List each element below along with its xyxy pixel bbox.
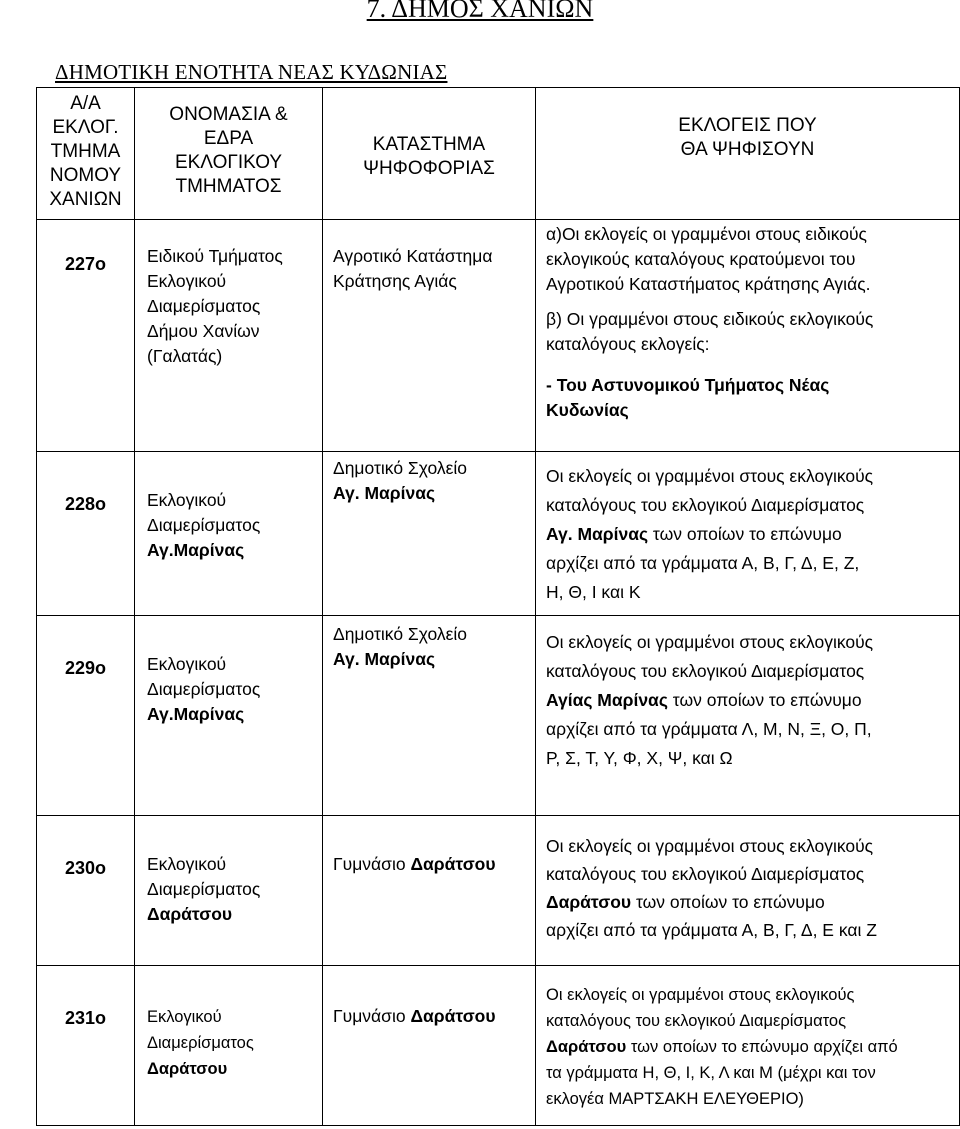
- name-line: Διαμερίσματος: [147, 679, 261, 699]
- voters-line-bold: Αγίας Μαρίνας: [546, 690, 668, 710]
- name-line: Δήμου Χανίων: [147, 321, 260, 341]
- voters-line-rest: των οποίων το επώνυμο: [667, 690, 862, 710]
- voters-line: [546, 888, 953, 916]
- voters-description: [536, 966, 960, 1126]
- table-row: [37, 966, 960, 1126]
- voters-line: εκλογικούς καταλόγους κρατούμενοι του: [546, 249, 856, 269]
- header-line: ΕΚΛΟΓΕΙΣ ΠΟΥ: [678, 115, 817, 136]
- station-bold: Δαράτσου: [410, 854, 496, 874]
- voters-line: εκλογέα ΜΑΡΤΣΑΚΗ ΕΛΕΥΘΕΡΙΟ): [546, 1090, 804, 1108]
- voters-line: [546, 686, 953, 715]
- name-line: Αγ.Μαρίνας: [147, 704, 245, 724]
- voters-line: Η, Θ, Ι και Κ: [546, 582, 641, 602]
- voters-line: καταλόγους του εκλογικού Διαμερίσματος: [546, 495, 865, 515]
- voters-line: καταλόγους εκλογείς:: [546, 334, 710, 354]
- header-voters: [536, 88, 960, 220]
- voters-line: Οι εκλογείς οι γραμμένοι στους εκλογικούς: [546, 836, 874, 856]
- section-name: [135, 616, 323, 816]
- voters-line: [546, 1034, 953, 1060]
- name-line: Εκλογικού: [147, 271, 227, 291]
- document-title: 7. ΔΗΜΟΣ ΧΑΝΙΩΝ: [366, 0, 594, 23]
- station-line: Δημοτικό Σχολείο: [333, 624, 468, 644]
- voters-line: β) Οι γραμμένοι στους ειδικούς εκλογικούς: [546, 309, 874, 329]
- header-polling-station: [323, 88, 536, 220]
- voters-line: καταλόγους του εκλογικού Διαμερίσματος: [546, 864, 865, 884]
- voters-line: Κυδωνίας: [546, 400, 629, 420]
- station-line: Αγ. Μαρίνας: [333, 649, 436, 669]
- polling-station: [323, 966, 536, 1126]
- station-line: [333, 852, 535, 877]
- voters-line-rest: των οποίων το επώνυμο αρχίζει από: [626, 1038, 898, 1056]
- header-line: ΚΑΤΑΣΤΗΜΑ: [372, 133, 486, 155]
- station-line: Αγροτικό Κατάστημα: [333, 246, 493, 266]
- section-name: [135, 452, 323, 616]
- header-section-number: [37, 88, 135, 220]
- voters-line: α)Οι εκλογείς οι γραμμένοι στους ειδικούς: [546, 224, 867, 244]
- voters-line: Αγροτικού Καταστήματος κράτησης Αγιάς.: [546, 274, 871, 294]
- header-section-name: [135, 88, 323, 220]
- voters-line-rest: των οποίων το επώνυμο: [648, 524, 842, 544]
- station-line: Κράτησης Αγιάς: [333, 271, 457, 291]
- voters-line: - Του Αστυνομικού Τμήματος Νέας: [546, 375, 830, 395]
- voters-description: [536, 816, 960, 966]
- polling-station: [323, 452, 536, 616]
- polling-stations-table: [36, 87, 960, 1126]
- voters-line: Οι εκλογείς οι γραμμένοι στους εκλογικούς: [546, 466, 874, 486]
- name-line: Διαμερίσματος: [147, 1034, 254, 1052]
- station-text: Γυμνάσιο: [333, 854, 411, 874]
- name-line: Εκλογικού: [147, 654, 227, 674]
- voters-line: Οι εκλογείς οι γραμμένοι στους εκλογικούς: [546, 632, 874, 652]
- polling-station: [323, 616, 536, 816]
- voters-line: αρχίζει από τα γράμματα Α, Β, Γ, Δ, Ε και Ζ: [546, 920, 877, 940]
- section-number: 231ο: [37, 966, 135, 1126]
- voters-line-bold: Δαράτσου: [546, 1038, 627, 1056]
- name-line: Εκλογικού: [147, 1008, 222, 1026]
- header-line: ΕΚΛΟΓΙΚΟΥ: [174, 152, 283, 173]
- polling-station: [323, 220, 536, 452]
- voters-line: Ρ, Σ, Τ, Υ, Φ, Χ, Ψ, και Ω: [546, 748, 733, 768]
- section-number: 230ο: [37, 816, 135, 966]
- name-line: Αγ.Μαρίνας: [147, 540, 245, 560]
- voters-line: τα γράμματα Η, Θ, Ι, Κ, Λ και Μ (μέχρι και τον: [546, 1064, 876, 1082]
- voters-line-bold: Αγ. Μαρίνας: [546, 524, 649, 544]
- section-number: 228ο: [37, 452, 135, 616]
- header-row: [37, 88, 960, 220]
- name-line: Δαράτσου: [147, 904, 233, 924]
- header-line: ΤΜΗΜΑΤΟΣ: [175, 176, 282, 197]
- section-name: [135, 220, 323, 452]
- station-line: [333, 1004, 535, 1029]
- name-line: Διαμερίσματος: [147, 515, 261, 535]
- header-line: ΕΔΡΑ: [203, 128, 254, 149]
- header-line: ΨΗΦΟΦΟΡΙΑΣ: [363, 157, 495, 179]
- table-row: [37, 452, 960, 616]
- voters-line: Οι εκλογείς οι γραμμένοι στους εκλογικούς: [546, 986, 855, 1004]
- name-line: Ειδικού Τμήματος: [147, 246, 283, 266]
- voters-description: [536, 220, 960, 452]
- voters-line-bold: Δαράτσου: [546, 892, 632, 912]
- voters-line: [546, 520, 953, 549]
- header-line: ΝΟΜΟΥ: [49, 165, 122, 186]
- section-number: 229ο: [37, 616, 135, 816]
- header-line: ΘΑ ΨΗΦΙΣΟΥΝ: [680, 139, 815, 160]
- section-number: 227ο: [37, 220, 135, 452]
- header-line: Α/Α: [70, 93, 101, 114]
- name-line: Εκλογικού: [147, 854, 227, 874]
- name-line: Εκλογικού: [147, 490, 227, 510]
- header-line: ΟΝΟΜΑΣΙΑ &: [169, 104, 288, 125]
- voters-line: καταλόγους του εκλογικού Διαμερίσματος: [546, 661, 865, 681]
- voters-description: [536, 616, 960, 816]
- table-row: [37, 220, 960, 452]
- header-line: ΧΑΝΙΩΝ: [49, 189, 122, 210]
- voters-line-rest: των οποίων το επώνυμο: [631, 892, 825, 912]
- station-bold: Δαράτσου: [410, 1006, 496, 1026]
- section-name: [135, 816, 323, 966]
- station-text: Γυμνάσιο: [333, 1006, 411, 1026]
- voters-line: αρχίζει από τα γράμματα Λ, Μ, Ν, Ξ, Ο, Π,: [546, 719, 872, 739]
- name-line: Διαμερίσματος: [147, 879, 261, 899]
- polling-station: [323, 816, 536, 966]
- voters-line: καταλόγους του εκλογικού Διαμερίσματος: [546, 1012, 847, 1030]
- table-row: [37, 816, 960, 966]
- municipal-unit-title: ΔΗΜΟΤΙΚΗ ΕΝΟΤΗΤΑ ΝΕΑΣ ΚΥΔΩΝΙΑΣ: [55, 60, 448, 84]
- name-line: Διαμερίσματος: [147, 296, 261, 316]
- section-name: [135, 966, 323, 1126]
- name-line: (Γαλατάς): [147, 346, 223, 366]
- station-line: Αγ. Μαρίνας: [333, 483, 436, 503]
- name-line: Δαράτσου: [147, 1060, 228, 1078]
- table-row: [37, 616, 960, 816]
- header-line: ΤΜΗΜΑ: [50, 141, 121, 162]
- station-line: Δημοτικό Σχολείο: [333, 458, 468, 478]
- voters-line: αρχίζει από τα γράμματα Α, Β, Γ, Δ, Ε, Ζ,: [546, 553, 860, 573]
- voters-description: [536, 452, 960, 616]
- header-line: ΕΚΛΟΓ.: [52, 117, 119, 138]
